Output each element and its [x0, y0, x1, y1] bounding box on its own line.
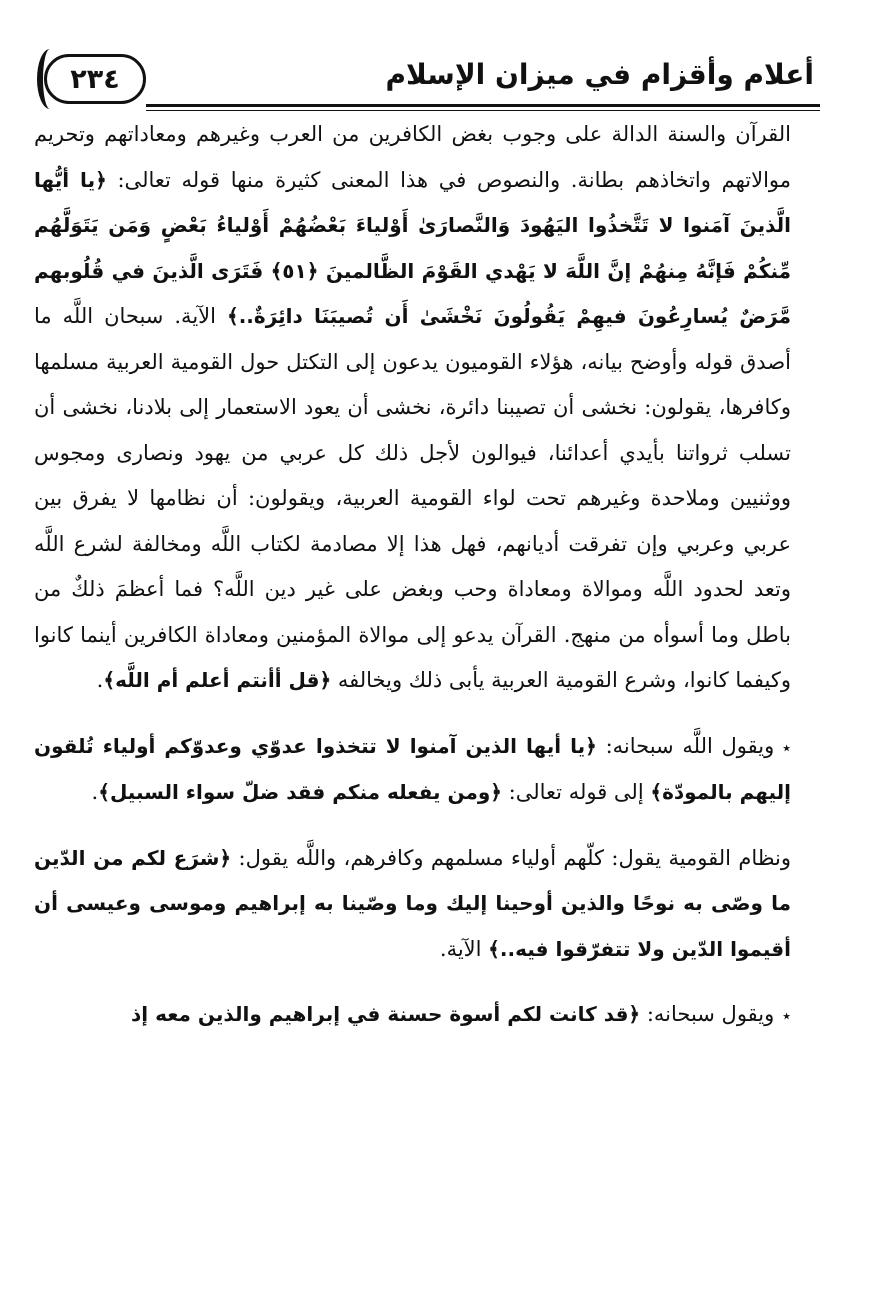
- quran-verse: ﴿قد كانت لكم أسوة حسنة في إبراهيم والذين معه إذ: [131, 1002, 641, 1026]
- paragraph-2: [34, 724, 791, 816]
- text-segment: ونظام القومية يقول: كلّهم أولياء مسلمهم وكافرهم، واللَّه يقول:: [231, 845, 792, 870]
- text-segment: .: [96, 668, 104, 692]
- paragraph-4: [34, 992, 791, 1039]
- page-number-frame: [44, 54, 146, 104]
- body-text: [34, 112, 791, 1039]
- paragraph-1: [34, 112, 791, 704]
- star-bullet-icon: ٭: [782, 1006, 791, 1025]
- star-bullet-icon: ٭: [782, 737, 791, 757]
- quran-verse: ﴿ومن يفعله منكم فقد ضلّ سواء السبيل﴾: [98, 780, 502, 804]
- text-segment: ويقول سبحانه:: [640, 1002, 775, 1026]
- quran-verse: ﴿يا أيُّها الَّذينَ آمَنوا لا تَتَّخذُوا اليَهُودَ وَالنَّصارَىٰ أَوْلياءَ بَعْضُهُمْ أَوْلياءُ بَعْضٍ وَمَن يَتَوَلَّهُم مِّنكُمْ فَإنَّهُ مِنهُمْ إنَّ اللَّهَ لا يَهْدي القَوْمَ الظَّالمينَ ﴿٥١﴾ فَتَرَى الَّذينَ في قُلُوبهم مَّرَضٌ يُسارِعُونَ فيهِمْ يَقُولُونَ نَخْشَىٰ أَن تُصيبَنَا دائِرَةٌ..﴾: [34, 167, 792, 328]
- quran-verse: ﴿يا أيها الذين آمنوا لا تتخذوا عدوّي وعدوّكم أولياء تُلقون إليهم بالمودّة﴾: [34, 733, 791, 804]
- running-title: أعلام وأقزام في ميزان الإسلام: [385, 58, 814, 91]
- text-segment: ويقول اللَّه سبحانه:: [596, 733, 775, 758]
- text-segment: الآية.: [439, 936, 489, 961]
- header-rule: [146, 104, 820, 107]
- quran-verse: ﴿شرَع لكم من الدّين ما وصّى به نوحًا والذين أوحينا إليك وما وصّينا به إبراهيم وموسى وعيسى أن أقيموا الدّين ولا تتفرّقوا فيه..﴾: [34, 845, 791, 961]
- text-segment: الآية. سبحان اللَّه ما أصدق قوله وأوضح بيانه، هؤلاء القوميون يدعون إلى التكتل حول القومية العربية مسلمها وكافرها، يقولون: نخشى أن تصيبنا دائرة، نخشى أن يعود الاستعمار إلى بلادنا، نخشى أن تسلب ثرواتنا بأيدي أعدائنا، فيوالون لأجل ذلك كل عربي من يهود ونصارى ومجوس ووثنيين وملاحدة وغيرهم تحت لواء القومية العربية، ويقولون: أن نظامها لا يفرق بين عربي وعربي وإن تفرقت أديانهم، فهل هذا إلا مصادمة لكتاب اللَّه ومخالفة لشرع اللَّه وتعد لحدود اللَّه وموالاة ومعاداة وحب وبغض على غير دين اللَّه؟ فما أعظمَ ذلكٌ من باطل وما أسوأه من منهج. القرآن يدعو إلى موالاة المؤمنين ومعاداة الكافرين أينما كانوا وكيفما كانوا، وشرع القومية العربية يأبى ذلك ويخالفه: [34, 304, 791, 692]
- text-segment: .: [91, 780, 99, 804]
- quran-verse: ﴿قل أأنتم أعلم أم اللَّه﴾: [103, 668, 332, 692]
- text-segment: إلى قوله تعالى:: [502, 780, 651, 804]
- page-number: ٢٣٤: [70, 63, 120, 95]
- paragraph-3: [34, 836, 791, 973]
- text-segment: القرآن والسنة الدالة على وجوب بغض الكافرين من العرب وغيرهم ومعاداتهم وتحريم موالاتهم واتخاذهم بطانة. والنصوص في هذا المعنى كثيرة منها قوله تعالى:: [34, 122, 791, 192]
